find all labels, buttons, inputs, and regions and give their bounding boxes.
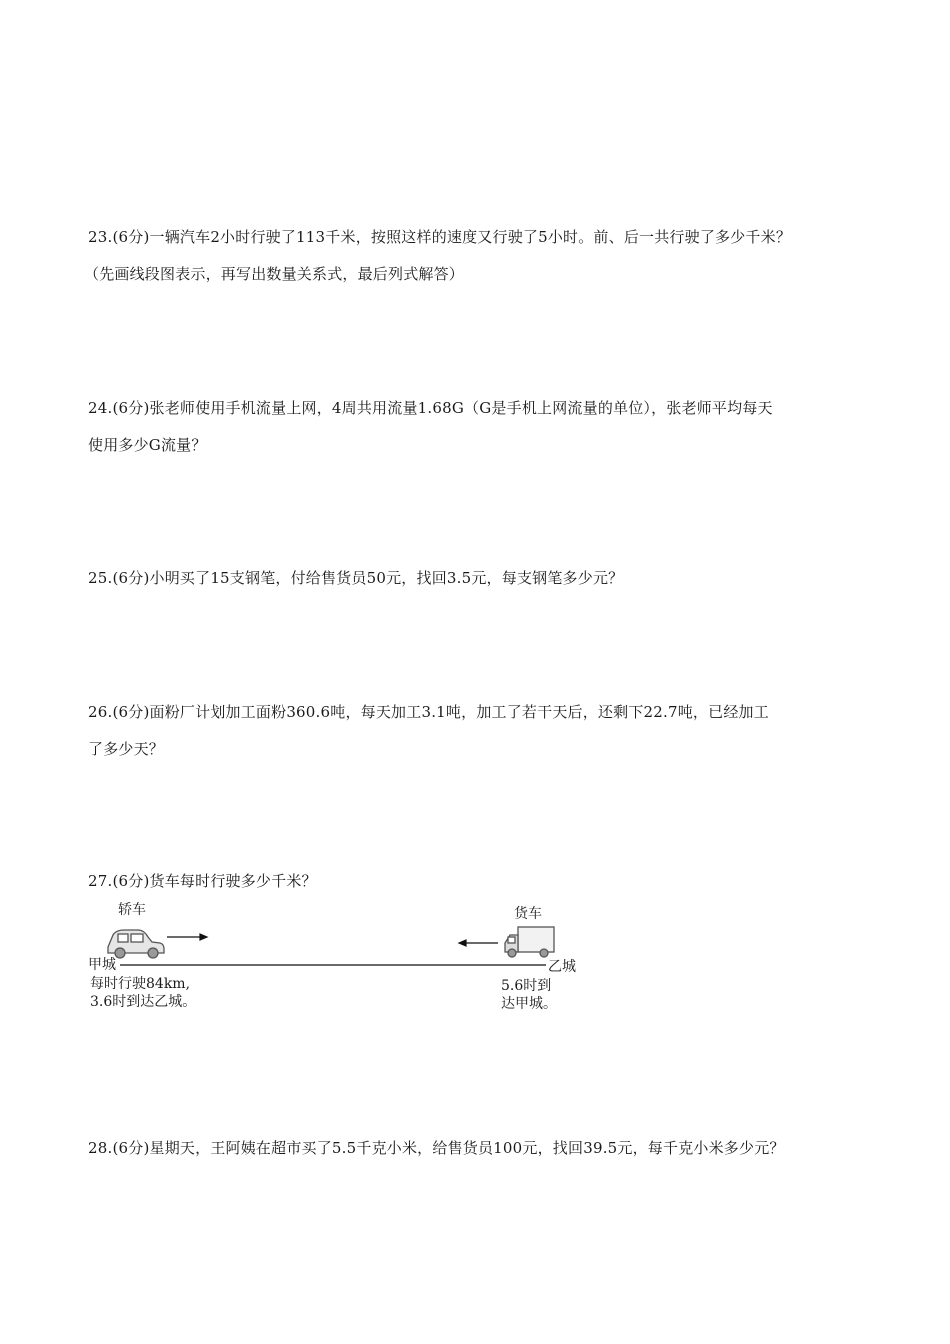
car-icon bbox=[108, 930, 164, 958]
truck-label: 货车 bbox=[514, 906, 542, 922]
question-25-text-1: (6分)小明买了15支钢笔，付给售货员50元，找回3.5元，每支钢笔多少元？ bbox=[112, 569, 624, 587]
question-23-line-1 bbox=[88, 227, 791, 247]
car-direction-arrow bbox=[167, 934, 207, 940]
question-26-line-1 bbox=[88, 702, 769, 722]
truck-direction-arrow bbox=[459, 940, 498, 946]
question-23-text-1: (6分)一辆汽车2小时行驶了113千米，按照这样的速度又行驶了5小时。前、后一共行驶了多少千米？ bbox=[112, 228, 792, 246]
truck-icon bbox=[505, 927, 554, 957]
truck-info-line-2: 达甲城。 bbox=[501, 996, 557, 1012]
question-28-text-1: (6分)星期天，王阿姨在超市买了5.5千克小米，给售货员100元，找回39.5元，每千克小米多少元？ bbox=[112, 1139, 785, 1157]
question-23-number: 23. bbox=[88, 228, 113, 246]
car-label: 轿车 bbox=[118, 902, 146, 918]
car-info-line-2: 3.6时到达乙城。 bbox=[90, 994, 197, 1010]
question-26-number: 26. bbox=[88, 703, 113, 721]
question-28-line-1 bbox=[88, 1138, 785, 1158]
question-23-line-2 bbox=[84, 264, 464, 284]
car-info-line-1: 每时行驶84km, bbox=[90, 976, 191, 992]
question-23-text-2: （先画线段图表示，再写出数量关系式，最后列式解答） bbox=[84, 265, 465, 283]
question-28-number: 28. bbox=[88, 1139, 113, 1157]
question-26-line-2 bbox=[88, 739, 164, 759]
question-27-diagram bbox=[80, 895, 600, 1025]
truck-info-line-1: 5.6时到 bbox=[501, 978, 552, 994]
question-25-line-1 bbox=[88, 568, 623, 588]
question-24-number: 24. bbox=[88, 399, 113, 417]
question-24-text-1: (6分)张老师使用手机流量上网，4周共用流量1.68G（G是手机上网流量的单位），张老师平均每天 bbox=[112, 399, 773, 417]
city-b-label: 乙城 bbox=[548, 959, 576, 975]
question-24-text-2: 使用多少G流量？ bbox=[88, 436, 207, 454]
question-26-text-1: (6分)面粉厂计划加工面粉360.6吨，每天加工3.1吨，加工了若干天后，还剩下22.7吨，已经加工 bbox=[112, 703, 769, 721]
question-27-number: 27. bbox=[88, 872, 113, 890]
question-25-number: 25. bbox=[88, 569, 113, 587]
city-a-label: 甲城 bbox=[88, 957, 116, 973]
question-24-line-1 bbox=[88, 398, 773, 418]
question-27-text-1: (6分)货车每时行驶多少千米？ bbox=[112, 872, 317, 890]
question-26-text-2: 了多少天？ bbox=[88, 740, 165, 758]
question-27-line-1 bbox=[88, 871, 317, 891]
question-24-line-2 bbox=[88, 435, 207, 455]
